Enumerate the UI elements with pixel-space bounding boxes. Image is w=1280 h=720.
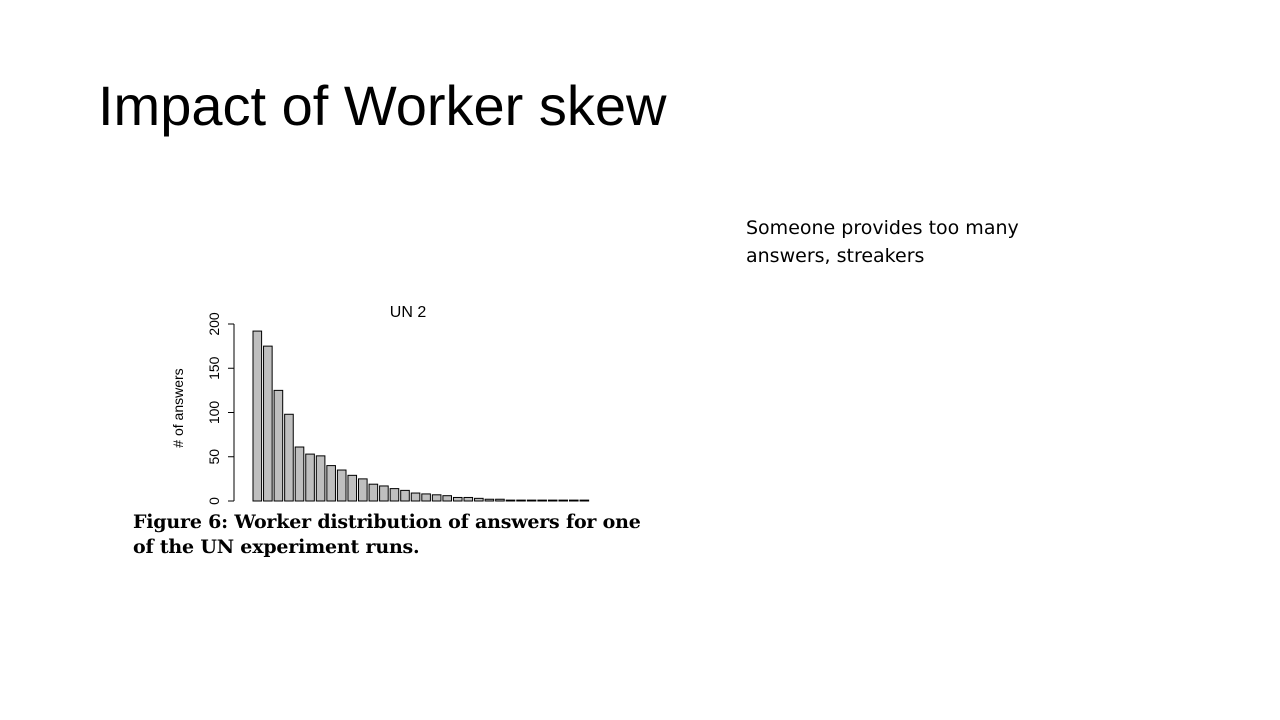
bar (274, 390, 283, 501)
bar (422, 494, 431, 501)
bar (327, 466, 336, 501)
bar (306, 454, 315, 501)
bar (496, 499, 505, 501)
bar (411, 493, 420, 501)
bar (453, 497, 462, 501)
bar (506, 500, 515, 501)
y-axis-label: # of answers (170, 368, 186, 448)
bar (559, 500, 568, 501)
bar (253, 331, 262, 501)
bar (359, 479, 368, 501)
bar (580, 500, 589, 501)
bar-series (253, 331, 589, 501)
y-tick-label: 50 (206, 448, 222, 465)
bar (390, 489, 399, 501)
bar (295, 447, 304, 501)
y-tick-label: 200 (206, 312, 222, 336)
bar (517, 500, 526, 501)
y-tick-label: 150 (206, 356, 222, 380)
bar (548, 500, 557, 501)
bar (316, 456, 325, 501)
bar (285, 414, 294, 501)
bar (348, 475, 357, 501)
y-tick-label: 0 (206, 497, 222, 505)
y-axis-ticks (206, 312, 234, 505)
bar (401, 490, 410, 501)
bar (527, 500, 536, 501)
bar (337, 470, 346, 501)
figure-caption: Figure 6: Worker distribution of answers for one of the UN experiment runs. (133, 511, 641, 558)
bar (570, 500, 579, 501)
side-note: Someone provides too many answers, streakers (746, 217, 1019, 267)
bar (443, 496, 452, 501)
bar (538, 500, 547, 501)
y-tick-label: 100 (206, 400, 222, 425)
slide-title: Impact of Worker skew (98, 74, 667, 137)
bar (380, 486, 389, 501)
bar (464, 497, 473, 501)
bar (432, 495, 441, 501)
bar (369, 484, 378, 501)
bar (264, 346, 273, 501)
bar (485, 499, 494, 501)
bar (475, 498, 484, 501)
chart-title: UN 2 (389, 304, 427, 321)
